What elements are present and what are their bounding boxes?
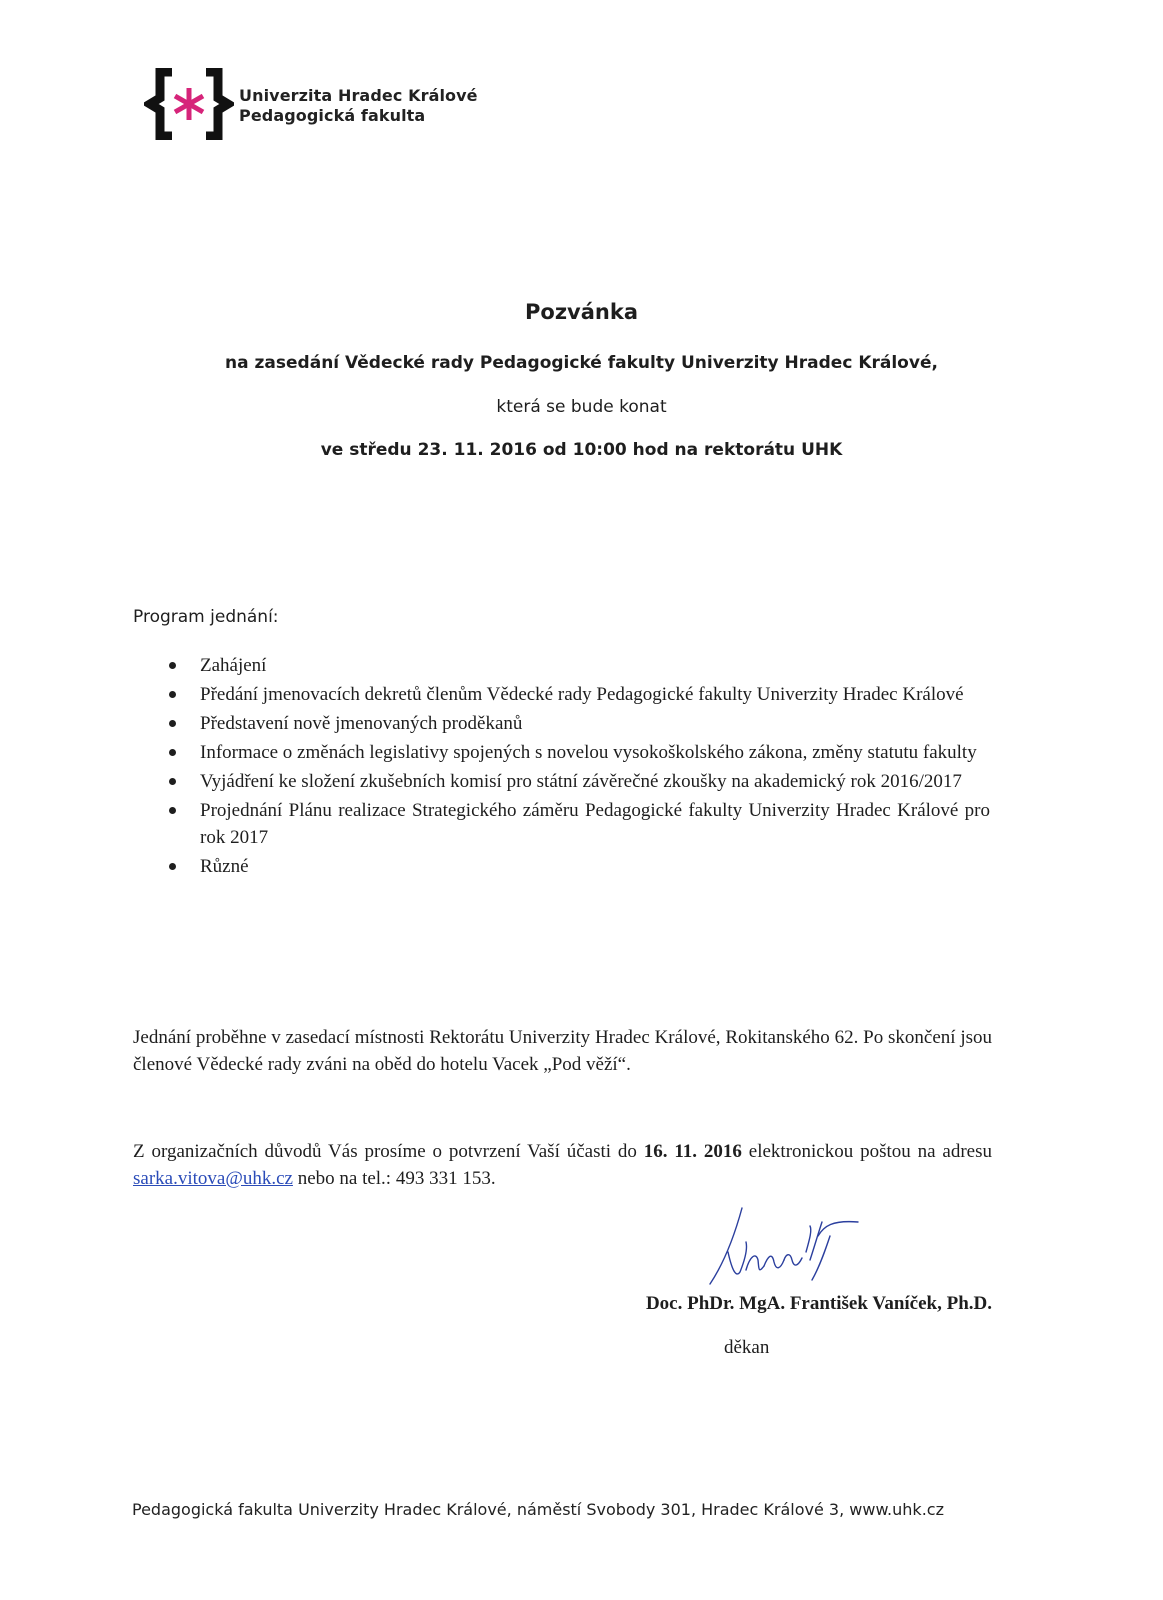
signer-role: děkan <box>724 1337 770 1358</box>
agenda-item: Předání jmenovacích dekretů členům Vědecké rady Pedagogické fakulty Univerzity Hradec Králové <box>200 681 990 708</box>
venue-paragraph: Jednání proběhne v zasedací místnosti Rektorátu Univerzity Hradec Králové, Rokitanského 62. Po skončení jsou členové Vědecké rady zváni na oběd do hotelu Vacek „Pod věží“. <box>133 1027 992 1075</box>
university-logo <box>144 68 234 140</box>
rsvp-paragraph <box>133 1138 992 1192</box>
agenda-list <box>200 652 990 882</box>
university-name: Univerzita Hradec Králové <box>239 86 478 105</box>
document-title: Pozvánka <box>525 300 638 324</box>
handwritten-signature <box>706 1200 866 1290</box>
meeting-intro-line: která se bude konat <box>496 397 667 417</box>
agenda-item: Projednání Plánu realizace Strategického záměru Pedagogické fakulty Univerzity Hradec Králové pro rok 2017 <box>200 797 990 851</box>
rsvp-text: Z organizačních důvodů Vás prosíme o potvrzení Vaší účasti do <box>133 1141 644 1162</box>
meeting-date-place: ve středu 23. 11. 2016 od 10:00 hod na rektorátu UHK <box>320 440 843 460</box>
program-label: Program jednání: <box>133 607 279 627</box>
rsvp-text: nebo na tel.: 493 331 153. <box>292 1168 496 1189</box>
rsvp-text: elektronickou poštou na adresu <box>741 1141 993 1162</box>
faculty-name: Pedagogická fakulta <box>239 106 426 125</box>
agenda-item: Zahájení <box>200 652 990 679</box>
agenda-item: Informace o změnách legislativy spojených s novelou vysokoškolského zákona, změny statutu fakulty <box>200 739 990 766</box>
signer-name: Doc. PhDr. MgA. František Vaníček, Ph.D. <box>645 1293 992 1314</box>
contact-email-link[interactable]: sarka.vitova@uhk.cz <box>133 1168 293 1189</box>
agenda-item: Vyjádření ke složení zkušebních komisí pro státní závěrečné zkoušky na akademický rok 2016/2017 <box>200 768 990 795</box>
footer-address: Pedagogická fakulta Univerzity Hradec Králové, náměstí Svobody 301, Hradec Králové 3, www.uhk.cz <box>132 1500 944 1519</box>
meeting-subtitle: na zasedání Vědecké rady Pedagogické fakulty Univerzity Hradec Králové, <box>225 353 938 373</box>
agenda-item: Představení nově jmenovaných proděkanů <box>200 710 990 737</box>
rsvp-deadline: 16. 11. 2016 <box>643 1141 742 1162</box>
agenda-item: Různé <box>200 853 990 880</box>
logo-wordmark <box>239 86 478 126</box>
